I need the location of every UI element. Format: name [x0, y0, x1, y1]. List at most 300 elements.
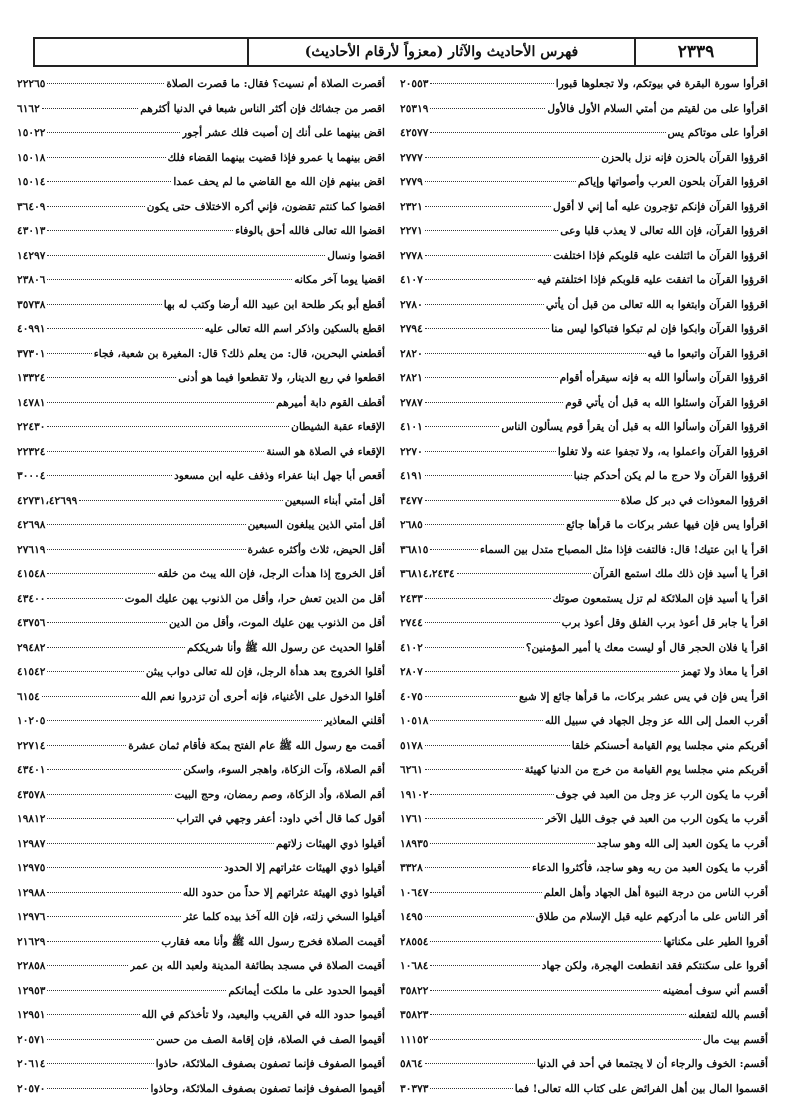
index-entry — [400, 905, 768, 930]
dot-leader — [47, 720, 321, 721]
entry-text: أقسم أني سوف أمضينه — [662, 984, 768, 997]
index-entry — [400, 195, 768, 220]
entry-number: ١٢٩٨٧ — [17, 837, 46, 850]
entry-number: ٦١٥٤ — [17, 690, 40, 703]
entry-number: ٣٠٣٧٣ — [400, 1082, 429, 1095]
entry-number: ٣٣٢٨ — [400, 862, 423, 874]
dot-leader — [425, 769, 523, 770]
entry-text: أقيموا الصفوف فإنما تصفون بصفوف الملائكة، وحاذوا — [150, 1082, 385, 1095]
entry-text: أقرب الناس من درجة النبوة أهل الجهاد وأهل العلم — [543, 886, 768, 899]
dot-leader — [47, 353, 91, 354]
dot-leader — [425, 1063, 535, 1064]
entry-number: ١٠٦٤٧ — [400, 886, 429, 899]
entry-number: ١٢٩٧٥ — [17, 862, 46, 874]
entry-number: ٤٣٠١٣ — [17, 225, 46, 237]
dot-leader — [425, 475, 572, 476]
dot-leader — [425, 867, 530, 868]
entry-text: أقيموا الصفوف فإنما تصفون بصفوف الملائكة، حاذوا — [155, 1058, 385, 1070]
index-entry — [17, 734, 385, 759]
index-entry — [400, 244, 768, 269]
dot-leader — [47, 843, 274, 844]
entry-text: اقرؤوا القرآن وابكوا فإن لم تبكوا فتباكوا ليس منا — [551, 323, 768, 335]
entry-text: أقيلوا ذوي الهيئات زلاتهم — [275, 837, 385, 850]
dot-leader — [425, 671, 679, 672]
index-entry — [17, 856, 385, 881]
index-entry — [17, 979, 385, 1004]
entry-number: ١٩٨١٢ — [17, 813, 46, 825]
index-entry — [17, 342, 385, 367]
dot-leader — [430, 843, 594, 844]
entry-number: ٢٠٥٧٠ — [17, 1082, 46, 1095]
entry-text: أقل الحيض، ثلاث وأكثره عشرة — [247, 543, 385, 556]
entry-number: ٢٩٤٨٢ — [17, 641, 46, 654]
dot-leader — [425, 279, 535, 280]
entry-text: أقلوا الخروج بعد هدأة الرجل، فإن لله تعالى دواب يبثن — [145, 666, 385, 678]
index-entry — [400, 121, 768, 146]
dot-leader — [47, 255, 325, 256]
index-entry — [400, 391, 768, 416]
entry-number: ٢٨٢٠ — [400, 347, 423, 360]
entry-number: ٣٥٨٢٣ — [400, 1009, 429, 1021]
index-entry — [17, 881, 385, 906]
entry-number: ٢٧٧٩ — [400, 176, 423, 188]
dot-leader — [47, 451, 264, 452]
index-entry — [400, 440, 768, 465]
index-entry — [17, 170, 385, 195]
entry-number: ٤٣٤٠١ — [17, 764, 46, 776]
entry-text: اقرأوا على موتاكم يس — [667, 127, 768, 139]
index-entry — [400, 1077, 768, 1102]
entry-text: أقول كما قال أخي داود: أعفر وجهي في التراب — [176, 813, 385, 825]
dot-leader — [430, 941, 661, 942]
dot-leader — [425, 206, 551, 207]
dot-leader — [425, 304, 544, 305]
entry-number: ٢٨٢١ — [400, 372, 423, 384]
entry-text: أقطعني البحرين، قال: من يعلم ذلك؟ قال: المغيرة بن شعبة، فجاء — [93, 347, 385, 360]
dot-leader — [430, 132, 665, 133]
index-entry — [400, 685, 768, 710]
entry-text: اقرؤوا القرآن ما ائتلفت عليه قلوبكم فإذا اختلفت — [553, 249, 768, 262]
index-entry — [17, 587, 385, 612]
entry-text: اقرأوا يس فإن فيها عشر بركات ما قرأها جائع — [566, 519, 768, 531]
entry-number: ٢٧٧٧ — [400, 151, 423, 164]
entry-text: اقضوا ونسال — [327, 249, 385, 262]
index-entry — [400, 660, 768, 685]
dot-leader — [425, 426, 500, 427]
dot-leader — [425, 818, 543, 819]
entry-text: أقعص أبا جهل ابنا عفراء وذفف عليه ابن مسعود — [174, 470, 385, 482]
entry-text: أقل الخروج إذا هدأت الرجل، فإن الله يبث من خلقه — [157, 568, 385, 580]
index-entry — [17, 685, 385, 710]
dot-leader — [430, 965, 539, 966]
index-entry — [400, 268, 768, 293]
dot-leader — [425, 696, 517, 697]
dot-leader — [79, 500, 282, 501]
entry-text: أقيموا الحدود على ما ملكت أيمانكم — [228, 984, 385, 997]
dot-leader — [430, 794, 553, 795]
dot-leader — [47, 402, 274, 403]
index-entry — [17, 415, 385, 440]
index-entry — [400, 954, 768, 979]
index-entry — [17, 489, 385, 514]
dot-leader — [457, 573, 591, 574]
index-entry — [400, 513, 768, 538]
index-entry — [17, 930, 385, 955]
entry-text: أقرب ما يكون الرب عز وجل من العبد في جوف — [555, 788, 768, 801]
dot-leader — [47, 83, 164, 84]
entry-number: ١٥٠١٤ — [17, 176, 46, 188]
entry-text: اقرأ يس فإن في يس عشر بركات، ما قرأها جائع إلا شبع — [519, 690, 768, 703]
entry-text: أقم الصلاة، وأد الزكاة، وصم رمضان، وحج البيت — [174, 788, 385, 801]
index-entry — [17, 954, 385, 979]
entry-number: ١٤٢٩٧ — [17, 249, 46, 262]
dot-leader — [47, 941, 159, 942]
dot-leader — [47, 304, 161, 305]
entry-text: أقرب ما يكون العبد من ربه وهو ساجد، فأكثروا الدعاء — [531, 862, 768, 874]
entry-text: أقل أمتي أبناء السبعين — [284, 494, 385, 507]
page-number: ٢٣٣٩ — [634, 39, 756, 65]
entry-number: ٢٧٩٤ — [400, 323, 423, 335]
dot-leader — [47, 573, 155, 574]
entry-number: ١٥٠١٨ — [17, 151, 46, 164]
index-entry — [400, 1052, 768, 1077]
entry-text: أقرب العمل إلى الله عز وجل الجهاد في سبيل الله — [544, 715, 768, 727]
index-entry — [17, 1052, 385, 1077]
dot-leader — [430, 549, 477, 550]
entry-text: أقمت مع رسول الله ﷺ عام الفتح بمكة فأقام ثمان عشرة — [128, 739, 385, 752]
index-entry — [400, 611, 768, 636]
index-entry — [400, 489, 768, 514]
index-entry — [17, 538, 385, 563]
entry-text: اقض بينهم فإن الله مع القاضي ما لم يحف عمدا — [173, 176, 385, 188]
index-entry — [400, 1003, 768, 1028]
index-entry — [400, 930, 768, 955]
entry-text: أقلني المعاذير — [323, 715, 385, 727]
entry-number: ١٨٩٣٥ — [400, 837, 429, 850]
index-entry — [400, 464, 768, 489]
entry-number: ٢٠٥٥٣ — [400, 78, 429, 90]
entry-text: اقرؤوا القرآن بالحزن فإنه نزل بالحزن — [601, 151, 768, 164]
entry-text: أقل أمتي الذين يبلغون السبعين — [247, 519, 385, 531]
entry-text: أقلوا الحديث عن رسول الله ﷺ وأنا شريككم — [186, 641, 385, 654]
dot-leader — [425, 524, 564, 525]
entry-text: اقرؤوا المعوذات في دبر كل صلاة — [620, 494, 768, 507]
entry-number: ٤١٠١ — [400, 421, 423, 433]
index-entry — [400, 97, 768, 122]
index-entry — [400, 293, 768, 318]
entry-number: ٣٥٨٢٢ — [400, 984, 429, 997]
entry-text: أقروا الطير على مكناتها — [663, 935, 768, 948]
entry-text: أقروا على سكنتكم فقد انقطعت الهجرة، ولكن جهاد — [541, 960, 768, 972]
entry-number: ٢٣٨٠٦ — [17, 274, 46, 286]
entry-number: ٤١٥٤٨ — [17, 568, 46, 580]
dot-leader — [47, 230, 233, 231]
entry-text: أقيلوا ذوي الهيئات عثراتهم إلا الحدود — [224, 862, 385, 874]
entry-number: ٢٠٥٧١ — [17, 1033, 46, 1046]
dot-leader — [47, 745, 126, 746]
index-entry — [400, 170, 768, 195]
dot-leader — [425, 647, 524, 648]
dot-leader — [430, 108, 545, 109]
index-entry — [17, 513, 385, 538]
entry-text: أقيمت الصلاة فخرج رسول الله ﷺ وأنا معه فقارب — [161, 935, 385, 948]
entry-number: ١٤٧٨١ — [17, 396, 46, 409]
entry-number: ٤١٠٧ — [400, 274, 423, 286]
entry-number: ٢٥٣١٩ — [400, 102, 429, 115]
dot-leader — [47, 181, 171, 182]
index-entry — [17, 244, 385, 269]
entry-number: ١٢٩٥١ — [17, 1009, 46, 1021]
entry-text: اقرؤوا القرآن واسئلوا الله به قبل أن يأتي قوم — [565, 396, 768, 409]
entry-number: ١٠٢٠٥ — [17, 715, 46, 727]
entry-number: ٤٣٧٥٦ — [17, 617, 46, 629]
entry-text: اقرؤوا القرآن، فإن الله تعالى لا يعذب قلبا وعى — [560, 225, 768, 237]
entry-number: ٢٢٢٦٥ — [17, 78, 46, 90]
index-entry — [17, 391, 385, 416]
entry-number: ١١١٥٢ — [400, 1033, 429, 1046]
dot-leader — [425, 622, 560, 623]
entry-number: ١٠٥١٨ — [400, 715, 429, 727]
entry-text: أقيموا الصف في الصلاة، فإن إقامة الصف من حسن — [156, 1033, 385, 1046]
dot-leader — [430, 1014, 686, 1015]
entry-text: الإقعاء عقبة الشيطان — [291, 421, 385, 433]
index-entry — [17, 562, 385, 587]
dot-leader — [47, 426, 289, 427]
index-column-right — [400, 72, 768, 1101]
dot-leader — [430, 1039, 701, 1040]
entry-number: ٣٦٨١٤،٢٤٣٤ — [400, 568, 455, 580]
entry-text: اقسموا المال بين أهل الفرائض على كتاب الله تعالى! فما — [514, 1082, 768, 1095]
entry-number: ٢٤٣٣ — [400, 592, 423, 605]
page-header — [33, 37, 758, 67]
dot-leader — [47, 965, 128, 966]
entry-text: اقرأ يا أسيد فإن الملائكة لم تزل يستمعون صوتك — [552, 592, 768, 605]
dot-leader — [425, 500, 619, 501]
index-entry — [400, 734, 768, 759]
index-column-left — [17, 72, 385, 1101]
entry-number: ٣٤٧٧ — [400, 494, 423, 507]
index-entry — [400, 807, 768, 832]
entry-text: اقرؤوا القرآن ولا حرج ما لم يكن أحدكم جنبا — [573, 470, 768, 482]
index-entry — [17, 268, 385, 293]
entry-text: اقطعوا في ربع الدينار، ولا تقطعوا فيما هو أدنى — [178, 372, 385, 384]
entry-number: ٣٦٤٠٩ — [17, 200, 46, 213]
entry-text: اقض بينهما على أنك إن أصبت فلك عشر أجور — [181, 127, 385, 139]
entry-text: أقصرت الصلاة أم نسيت؟ فقال: ما قصرت الصلاة — [166, 78, 385, 90]
entry-number: ٢٧٨٧ — [400, 396, 423, 409]
index-entry — [400, 1028, 768, 1053]
entry-text: أقيلوا ذوي الهيئة عثراتهم إلا حداً من حدود الله — [182, 886, 385, 899]
entry-text: اقضوا كما كنتم تقضون، فإني أكره الاختلاف حتى يكون — [146, 200, 385, 213]
entry-number: ٢٧٧٨ — [400, 249, 423, 262]
entry-text: اقرأ يا معاذ ولا تهمز — [680, 666, 768, 678]
index-entry — [17, 293, 385, 318]
dot-leader — [47, 647, 185, 648]
entry-number: ٦٢٦١ — [400, 764, 423, 776]
entry-number: ٢٢٧٠ — [400, 445, 423, 458]
entry-text: اقرؤوا القرآن ما اتفقت عليه قلوبكم فإذا اختلفتم فيه — [537, 274, 768, 286]
dot-leader — [47, 1088, 148, 1089]
index-entry — [17, 195, 385, 220]
dot-leader — [47, 132, 180, 133]
dot-leader — [425, 377, 558, 378]
index-entry — [17, 146, 385, 171]
index-entry — [17, 758, 385, 783]
dot-leader — [47, 818, 174, 819]
entry-text: أقسم: الخوف والرجاء أن لا يجتمعا في أحد في الدنيا — [536, 1058, 768, 1070]
dot-leader — [47, 1063, 153, 1064]
entry-text: اقضيا يوما آخر مكانه — [294, 274, 385, 286]
page-title: فهرس الأحاديث والآثار (معزواً لأرقام الأحاديث) — [247, 39, 634, 65]
index-entry — [400, 758, 768, 783]
entry-text: اقض بينهما يا عمرو فإذا قضيت بينهما القضاء فلك — [167, 151, 385, 164]
entry-text: أقربكم مني مجلسا يوم القيامة من خرج من الدنيا كهيئة — [524, 764, 768, 776]
index-entry — [400, 219, 768, 244]
entry-number: ٤١٠٢ — [400, 641, 423, 654]
entry-number: ١٢٩٥٣ — [17, 984, 46, 997]
index-entry — [17, 783, 385, 808]
entry-number: ١٢٩٧٦ — [17, 911, 46, 923]
entry-text: اقرأ يا فلان الحجر قال أو ليست معك يا أمير المؤمنين؟ — [525, 641, 768, 654]
dot-leader — [47, 1014, 139, 1015]
dot-leader — [425, 402, 564, 403]
index-entry — [17, 709, 385, 734]
entry-number: ١٠٦٨٤ — [400, 960, 429, 972]
entry-text: اقرؤوا القرآن واعملوا به، ولا تجفوا عنه ولا تغلوا — [557, 445, 768, 458]
entry-text: أقطف القوم دابة أميرهم — [276, 396, 385, 409]
entry-number: ٤٠٧٥ — [400, 690, 423, 703]
index-entry — [400, 979, 768, 1004]
dot-leader — [425, 916, 534, 917]
entry-number: ٢٢٨٥٨ — [17, 960, 46, 972]
entry-number: ٤٠٩٩١ — [17, 323, 46, 335]
entry-number: ٢٧٦١٩ — [17, 543, 46, 556]
entry-number: ٢٨٠٧ — [400, 666, 423, 678]
entry-number: ٤١٥٤٢ — [17, 666, 46, 678]
index-entry — [400, 538, 768, 563]
index-entry — [17, 636, 385, 661]
dot-leader — [42, 108, 138, 109]
index-entry — [400, 709, 768, 734]
index-entry — [400, 881, 768, 906]
entry-text: أقيموا حدود الله في القريب والبعيد، ولا تأخذكم في الله — [141, 1009, 385, 1021]
entry-text: أقل من الذنوب يهن عليك الموت، وأقل من الدين — [168, 617, 385, 629]
entry-text: أقسم بيت مال — [702, 1033, 768, 1046]
entry-text: اقرأوا سورة البقرة في بيوتكم، ولا تجعلوها قبورا — [555, 78, 768, 90]
index-entry — [17, 1077, 385, 1102]
entry-text: اقرأ يا أسيد فإن ذلك ملك استمع القرآن — [592, 568, 768, 580]
index-entry — [17, 97, 385, 122]
index-entry — [400, 832, 768, 857]
entry-text: اقرؤوا القرآن بلحون العرب وأصواتها وإياكم — [577, 176, 768, 188]
entry-number: ٢٢٣٢٤ — [17, 445, 46, 458]
entry-text: اقرأوا على من لقيتم من أمتي السلام الأول فالأول — [547, 102, 768, 115]
entry-number: ٤٢٥٧٧ — [400, 127, 429, 139]
entry-number: ١٣٣٢٤ — [17, 372, 46, 384]
index-entry — [17, 317, 385, 342]
entry-number: ٢٢٧١٤ — [17, 739, 46, 752]
header-blank-cell — [35, 39, 247, 65]
entry-number: ٢٠٦١٤ — [17, 1058, 46, 1070]
index-entry — [400, 72, 768, 97]
entry-number: ٤٢٧٣١،٤٢٦٩٩ — [17, 494, 78, 507]
index-entry — [400, 856, 768, 881]
index-entry — [400, 783, 768, 808]
entry-text: اقرأ يا ابن عتيك! قال: فالتفت فإذا مثل المصباح متدل بين السماء — [479, 543, 768, 556]
dot-leader — [47, 157, 165, 158]
index-entry — [400, 636, 768, 661]
entry-number: ١٤٩٥ — [400, 911, 423, 923]
entry-text: أقيمت الصلاة في مسجد بطائفة المدينة ولعبد الله بن عمر — [130, 960, 385, 972]
index-entry — [17, 660, 385, 685]
entry-text: اقضوا الله تعالى فالله أحق بالوفاء — [235, 225, 385, 237]
entry-number: ٥١٧٨ — [400, 739, 423, 752]
dot-leader — [47, 867, 222, 868]
index-entry — [17, 440, 385, 465]
dot-leader — [47, 328, 202, 329]
entry-text: اقرؤوا القرآن واسألوا الله به فإنه سيقرأه أقوام — [559, 372, 768, 384]
dot-leader — [425, 255, 552, 256]
entry-number: ٢٦٨٥ — [400, 519, 423, 531]
dot-leader — [47, 794, 172, 795]
entry-number: ٣٦٨١٥ — [400, 543, 429, 556]
entry-text: اقرؤوا القرآن واسألوا الله به قبل أن يقرأ قوم يسألون الناس — [501, 421, 768, 433]
index-entry — [17, 807, 385, 832]
entry-number: ٢٣٢١ — [400, 200, 423, 213]
index-entry — [400, 317, 768, 342]
entry-text: أقم الصلاة، وآت الزكاة، واهجر السوء، واسكن — [183, 764, 385, 776]
dot-leader — [47, 206, 144, 207]
entry-number: ٤٣٤٠٠ — [17, 592, 46, 605]
dot-leader — [425, 230, 559, 231]
dot-leader — [425, 157, 600, 158]
entry-text: أقرب ما يكون العبد إلى الله وهو ساجد — [596, 837, 768, 850]
entry-number: ٤٢٦٩٨ — [17, 519, 46, 531]
dot-leader — [47, 622, 167, 623]
index-entry — [17, 366, 385, 391]
index-entry — [17, 832, 385, 857]
dot-leader — [425, 181, 576, 182]
dot-leader — [47, 671, 143, 672]
entry-text: اقطع بالسكين واذكر اسم الله تعالى عليه — [204, 323, 385, 335]
dot-leader — [430, 83, 553, 84]
index-entry — [17, 121, 385, 146]
entry-number: ٢٢٧١ — [400, 225, 423, 237]
entry-number: ٢١٦٢٩ — [17, 935, 46, 948]
entry-number: ٣٧٣٠١ — [17, 347, 46, 360]
index-entry — [400, 415, 768, 440]
dot-leader — [47, 916, 181, 917]
entry-number: ١٩١٠٢ — [400, 788, 429, 801]
entry-number: ٦١٦٢ — [17, 102, 40, 115]
dot-leader — [425, 328, 549, 329]
dot-leader — [47, 598, 122, 599]
entry-number: ٥٨٦٤ — [400, 1058, 423, 1070]
entry-number: ٤١٩١ — [400, 470, 423, 482]
dot-leader — [47, 549, 245, 550]
entry-text: اقرؤوا القرآن واتبعوا ما فيه — [647, 347, 768, 360]
entry-number: ١٥٠٢٢ — [17, 127, 46, 139]
dot-leader — [425, 353, 646, 354]
index-entry — [400, 342, 768, 367]
index-entry — [17, 219, 385, 244]
index-entry — [400, 562, 768, 587]
index-entry — [17, 611, 385, 636]
dot-leader — [425, 745, 570, 746]
entry-text: الإقعاء في الصلاة هو السنة — [266, 445, 385, 458]
dot-leader — [47, 279, 292, 280]
dot-leader — [425, 598, 551, 599]
